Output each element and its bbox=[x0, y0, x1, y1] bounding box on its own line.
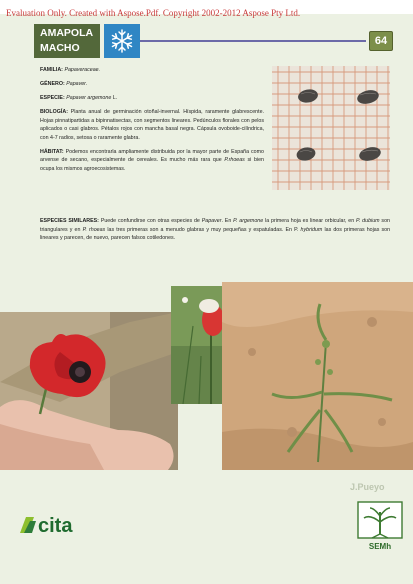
title-rule bbox=[140, 40, 366, 42]
snowflake-icon bbox=[104, 24, 140, 58]
page-number-badge: 64 bbox=[369, 31, 393, 51]
svg-text:cita: cita bbox=[38, 515, 73, 537]
biologia-paragraph: BIOLOGÍA: Planta anual de germinación otoñal-invernal. Híspida, raramente glabrescente. Hojas pinnatipartidas a bipinnatisectas, con segmentos lineares. Pedúnculos florales con pelos aplicados o casi glabros. Pétalos rojos con mancha basal negra. Cápsula ovoboide-cilíndrica, con 4-7 radios, setosa o raramente glabra. bbox=[40, 108, 264, 141]
poppy-flower-hand-photo bbox=[0, 312, 178, 470]
title-line-2: MACHO bbox=[40, 42, 80, 54]
page-title bbox=[34, 24, 100, 58]
cita-logo bbox=[18, 511, 88, 542]
title-line-1: AMAPOLA bbox=[40, 27, 94, 39]
poppy-seedling-photo bbox=[222, 282, 413, 470]
evaluation-watermark: Evaluation Only. Created with Aspose.Pdf. Copyright 2002-2012 Aspose Pty Ltd. bbox=[6, 8, 301, 18]
semh-logo bbox=[356, 500, 404, 557]
description-text bbox=[40, 66, 264, 179]
especie-paragraph: ESPECIE: Papaver argemone L. bbox=[40, 94, 118, 101]
svg-text:SEMh: SEMh bbox=[368, 542, 392, 551]
photo-credit: J.Pueyo bbox=[350, 482, 385, 492]
habitat-paragraph: HÁBITAT: Podemos encontrarla ampliamente distribuida por la mayor parte de España como arvense de secano, especialmente de cereales. Es mucho más rara que P.rhoeas si bien ocupa los mismos agroecosistemas. bbox=[40, 148, 264, 172]
genero-paragraph: GÉNERO: Papaver. bbox=[40, 80, 88, 87]
especies-similares-paragraph: ESPECIES SIMILARES: Puede confundirse con otras especies de Papaver. En P. argemone la primera hoja es linear orbicular, en P. dubium son triangulares y en P. rhoeas las tres primeras son a menudo glabras y muy pequeñas y espatuladas. En P. hybridum las dos primeras hojas son lineares y parecen, de nuevo, parecen falsos cotiledones. bbox=[40, 218, 391, 242]
seed-photo bbox=[272, 66, 390, 190]
familia-paragraph: FAMILIA: Papaveraceae. bbox=[40, 67, 101, 73]
